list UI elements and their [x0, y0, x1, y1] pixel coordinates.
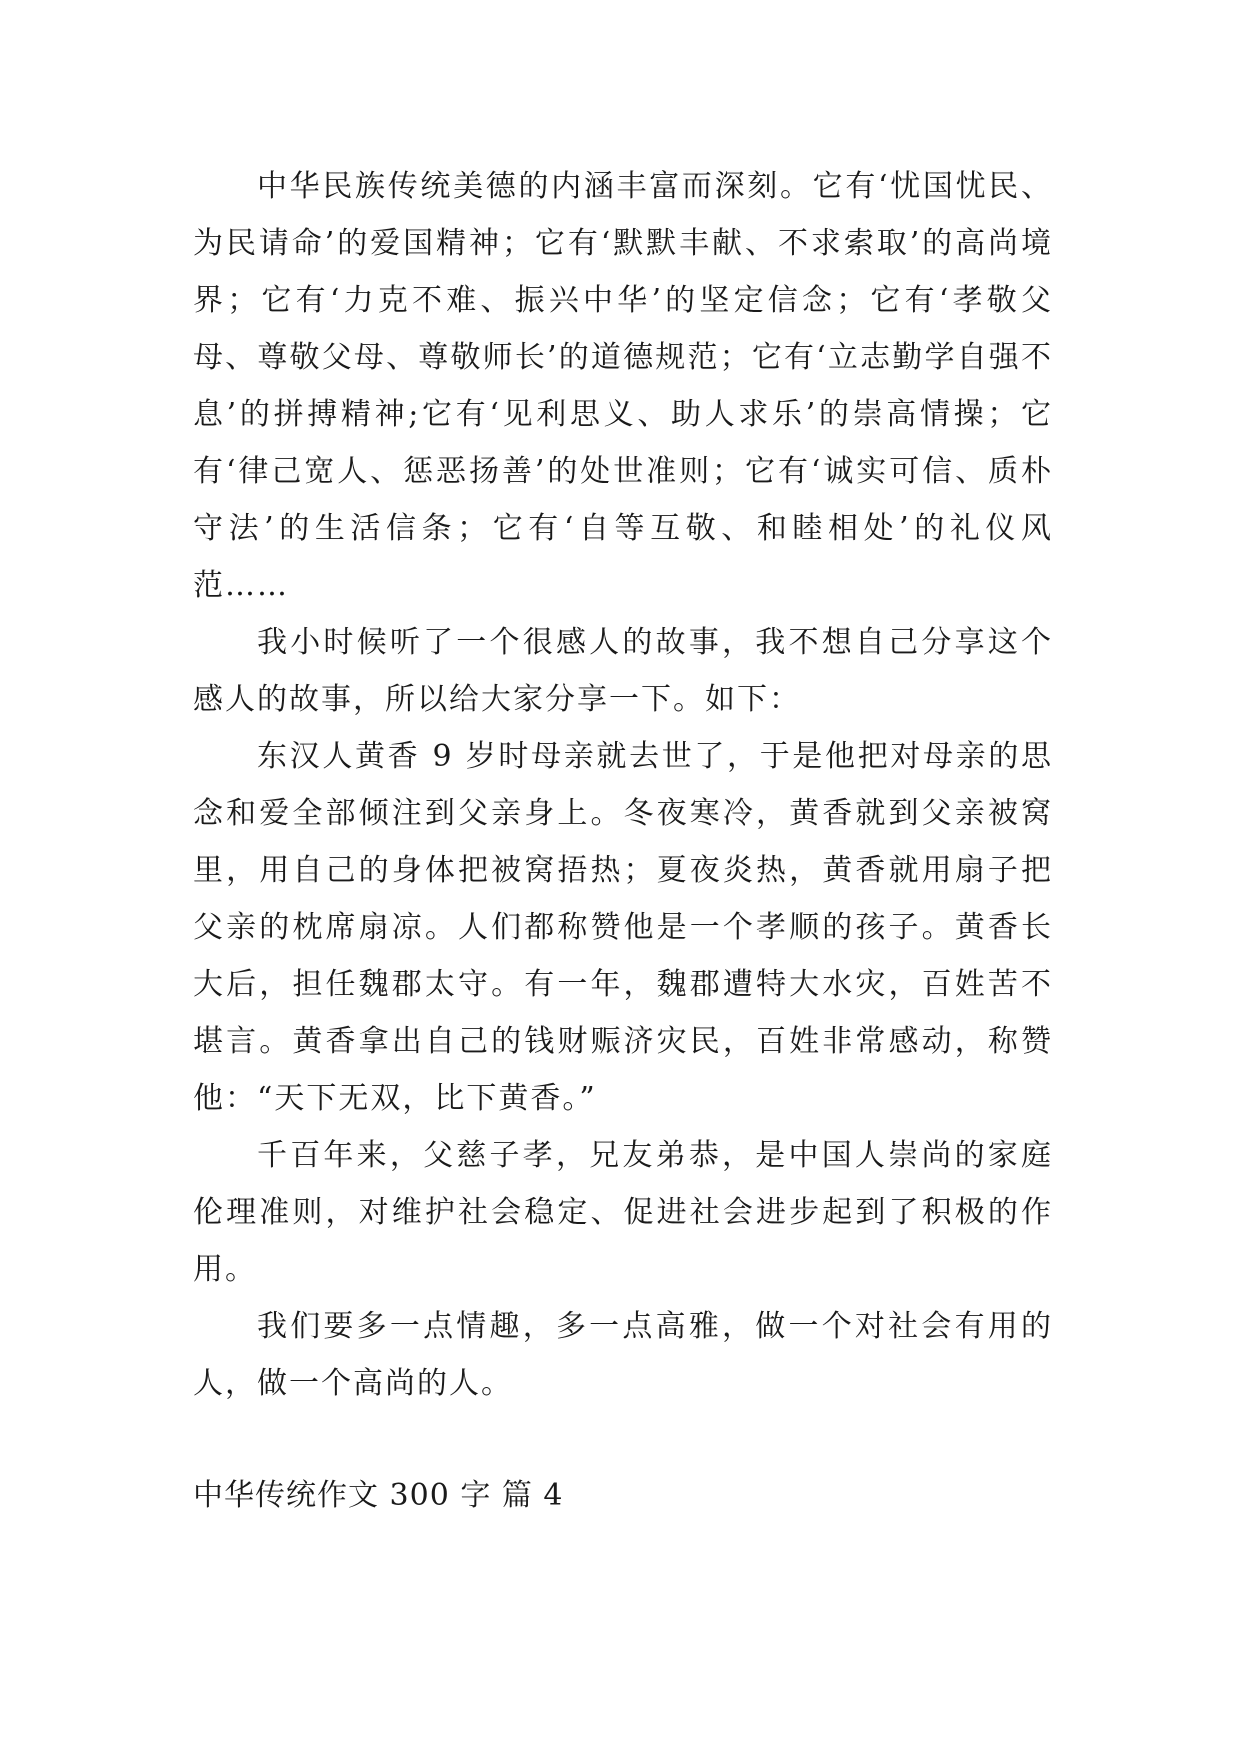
paragraph-virtues: 中华民族传统美德的内涵丰富而深刻。它有‘忧国忧民、为民请命’的爱国精神；它有‘默默丰献、不求索取’的高尚境界；它有‘力克不难、振兴中华’的坚定信念；它有‘孝敬父母、尊敬父母、尊敬师长’的道德规范；它有‘立志勤学自强不息’的拼搏精神;它有‘见利思义、助人求乐’的崇高情操；它有‘律己宽人、惩恶扬善’的处世准则；它有‘诚实可信、质朴守法’的生活信条；它有‘自等互敬、和睦相处’的礼仪风范……: [193, 169, 1053, 603]
document-body: [193, 158, 1053, 1412]
paragraph-story-intro: 我小时候听了一个很感人的故事，我不想自己分享这个感人的故事，所以给大家分享一下。如下：: [193, 625, 1053, 717]
section-heading: 中华传统作文 300 字 篇 4: [193, 1478, 564, 1513]
paragraph-family-ethics: 千百年来，父慈子孝，兄友弟恭，是中国人崇尚的家庭伦理准则，对维护社会稳定、促进社会进步起到了积极的作用。: [193, 1138, 1053, 1287]
paragraph-huang-xiang: 东汉人黄香 9 岁时母亲就去世了，于是他把对母亲的思念和爱全部倾注到父亲身上。冬夜寒冷，黄香就到父亲被窝里，用自己的身体把被窝捂热；夏夜炎热，黄香就用扇子把父亲的枕席扇凉。人们都称赞他是一个孝顺的孩子。黄香长大后，担任魏郡太守。有一年，魏郡遭特大水灾，百姓苦不堪言。黄香拿出自己的钱财赈济灾民，百姓非常感动，称赞他：“天下无双，比下黄香。”: [193, 739, 1053, 1116]
paragraph-conclusion: 我们要多一点情趣，多一点高雅，做一个对社会有用的人，做一个高尚的人。: [193, 1309, 1053, 1401]
